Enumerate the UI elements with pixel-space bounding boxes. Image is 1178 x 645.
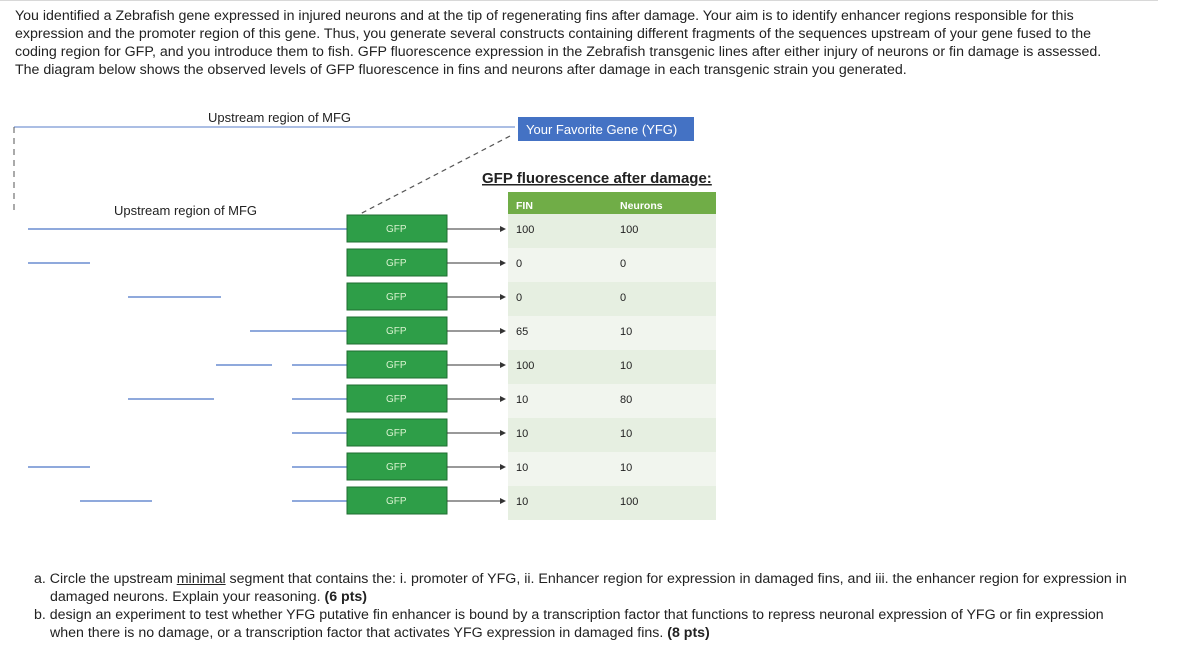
fin-value: 10 [516,462,529,474]
neurons-value: 10 [620,428,633,440]
arrow-head [500,396,506,402]
arrow-head [500,498,506,504]
column-fin: FIN [516,200,533,212]
question-b [34,606,1130,642]
question-a [34,570,1130,606]
gfp-label: GFP [386,224,407,235]
gfp-label: GFP [386,326,407,337]
fin-value: 0 [516,258,523,270]
fin-value: 10 [516,496,529,508]
gfp-label: GFP [386,292,407,303]
question-a-underlined: minimal [176,571,226,587]
arrow-head [500,260,506,266]
question-b-points: (8 pts) [667,625,710,641]
neurons-value: 10 [620,326,633,338]
arrow-head [500,430,506,436]
table-row [508,384,716,418]
table-row [508,452,716,486]
table-row [508,282,716,316]
arrow-head [500,328,506,334]
question-a-rest: segment that contains the: i. promoter of YFG, ii. Enhancer region for expression in damaged fins, and iii. the enhancer region for expression in damaged neurons. Explain your reasoning. [50,571,1127,605]
table-row [508,214,716,248]
upstream-label-top: Upstream region of MFG [208,110,352,125]
neurons-value: 80 [620,394,633,406]
fin-value: 10 [516,428,529,440]
gfp-label: GFP [386,360,407,371]
neurons-value: 0 [620,258,627,270]
table-title: GFP fluorescence after damage: [482,170,712,187]
fin-value: 10 [516,394,529,406]
fin-value: 0 [516,292,523,304]
table-row [508,350,716,384]
arrow-head [500,294,506,300]
arrow-head [500,226,506,232]
top-divider [0,0,1158,1]
fin-value: 65 [516,326,529,338]
arrow-head [500,464,506,470]
question-a-prefix: a. Circle the upstream [34,571,177,587]
fin-value: 100 [516,360,535,372]
upstream-label-lower: Upstream region of MFG [114,203,258,218]
question-b-text: b. design an experiment to test whether YFG putative fin enhancer is bound by a transcription factor that functions to repress neuronal expression of YFG or fin expression when there is no damage, or a transcription factor that activates YFG expression in damaged fins. [34,607,1104,641]
question-a-points: (6 pts) [324,589,368,605]
table-row [508,316,716,350]
neurons-value: 0 [620,292,627,304]
gfp-label: GFP [386,394,407,405]
gfp-label: GFP [386,428,407,439]
neurons-value: 100 [620,224,639,236]
gfp-label: GFP [386,496,407,507]
column-neurons: Neurons [620,200,663,212]
neurons-value: 10 [620,462,633,474]
construct-diagram [0,100,760,525]
fin-value: 100 [516,224,535,236]
arrow-head [500,362,506,368]
gfp-label: GFP [386,258,407,269]
gfp-label: GFP [386,462,407,473]
construct-rows [28,214,716,520]
intro-paragraph: You identified a Zebrafish gene expressed in injured neurons and at the tip of regenerating fins after damage. Your aim is to identify enhancer regions responsible for this expression and the promoter region of this gene. Thus, you generate several constructs containing different fragments of the sequences upstream of your gene fused to the coding region for GFP, and you introduce them to fish. GFP fluorescence expression in the Zebrafish transgenic lines after either injury of neurons or fin damage is assessed. The diagram below shows the observed levels of GFP fluorescence in fins and neurons after damage in each transgenic strain you generated. [15,8,1102,78]
neurons-value: 10 [620,360,633,372]
table-row [508,248,716,282]
neurons-value: 100 [620,496,639,508]
yfg-gene-label: Your Favorite Gene (YFG) [526,122,678,137]
table-row [508,486,716,520]
table-row [508,418,716,452]
